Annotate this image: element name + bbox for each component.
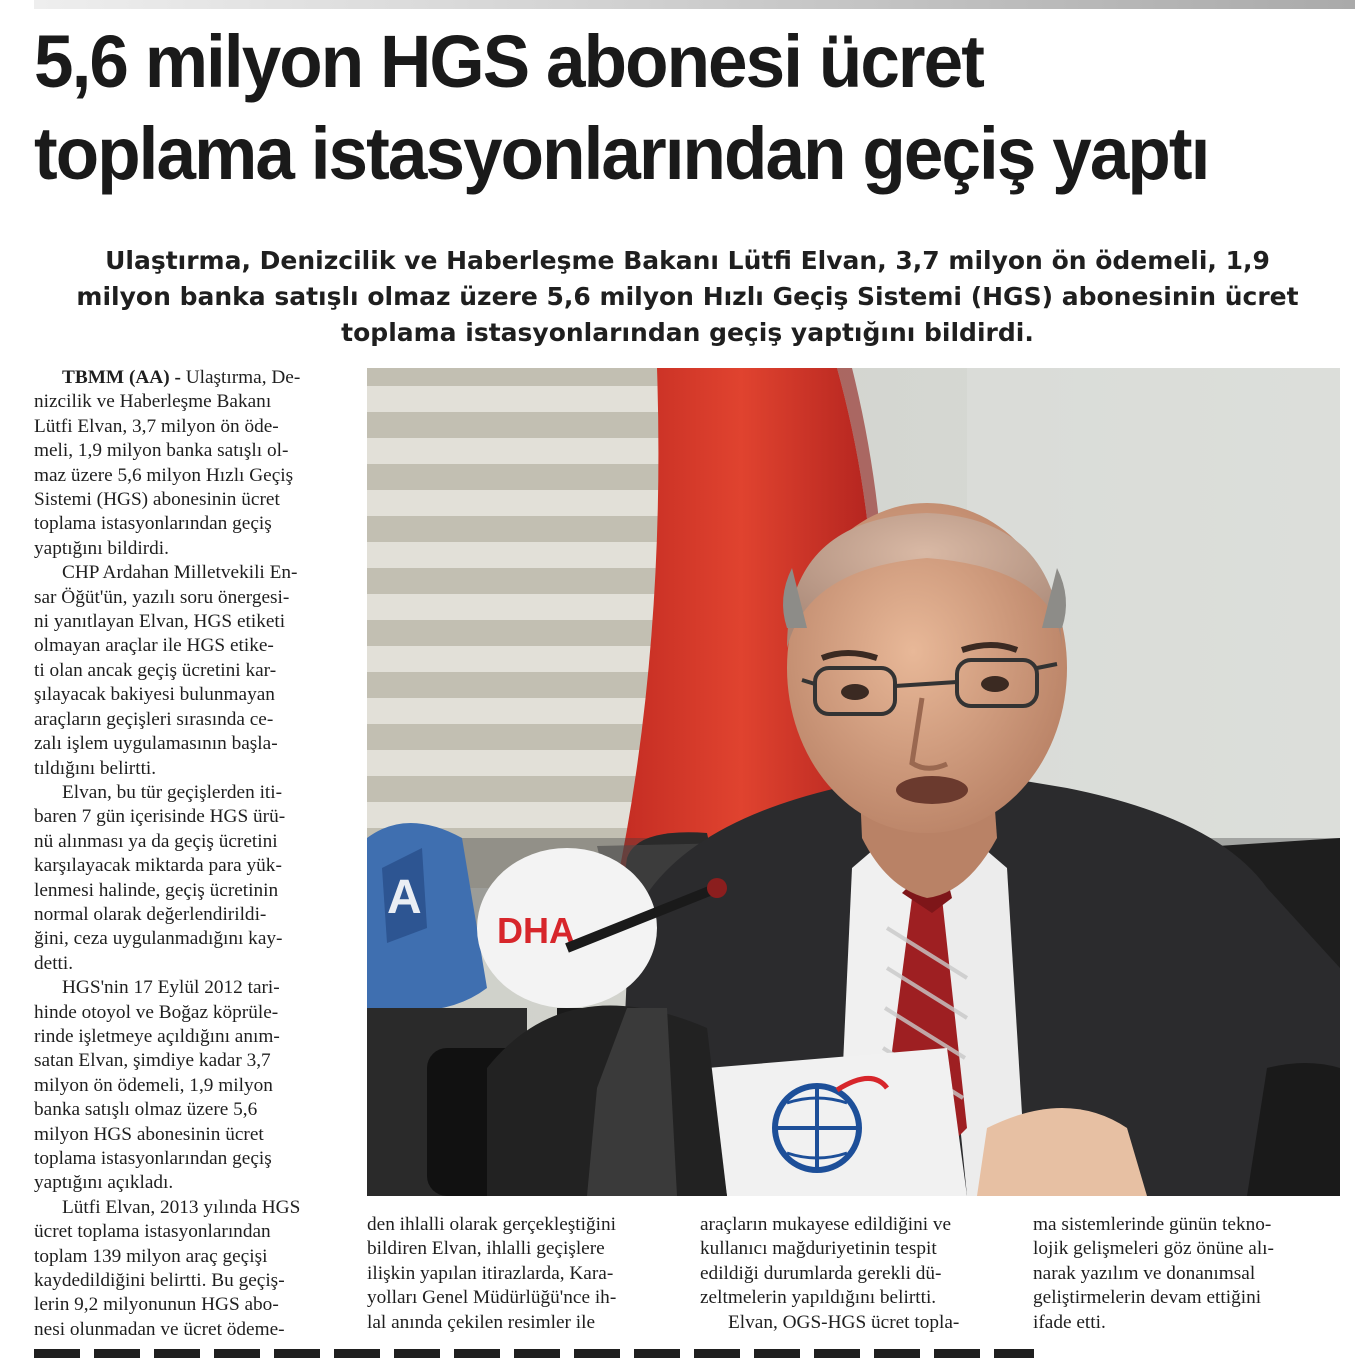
body-line: lal anında çekilen resimler ile [367, 1311, 596, 1333]
body-line: ma sistemlerinde günün tekno- [1033, 1214, 1272, 1235]
body-line: araçların geçişleri sırasında ce- [34, 708, 274, 730]
body-line: tıldığını belirtti. [34, 757, 157, 779]
body-line: meli, 1,9 milyon banka satışlı ol- [34, 440, 289, 462]
body-line: milyon ön ödemeli, 1,9 milyon [34, 1074, 273, 1096]
body-line: toplama istasyonlarından geçiş [34, 1148, 272, 1169]
body-line: satan Elvan, şimdiye kadar 3,7 [34, 1050, 271, 1072]
body-line: Elvan, OGS-HGS ücret topla- [728, 1311, 960, 1333]
body-line: den ihlalli olarak gerçekleştiğini [367, 1214, 616, 1235]
body-line: toplama istasyonlarından geçiş [34, 513, 272, 535]
body-line: ücret toplama istasyonlarından [34, 1221, 271, 1243]
body-line: şılayacak bakiyesi bulunmayan [34, 684, 275, 706]
body-line: ğini, ceza uygulanmadığını kay- [34, 928, 283, 950]
body-column-4 [1033, 1213, 1345, 1335]
body-line: toplam 139 milyon araç geçişi [34, 1245, 268, 1267]
body-line: ifade etti. [1033, 1311, 1106, 1333]
body-line: lenmesi halinde, geçiş ücretinin [34, 879, 279, 901]
body-line: maz üzere 5,6 milyon Hızlı Geçiş [34, 464, 294, 486]
body-line: baren 7 gün içerisinde HGS ürü- [34, 806, 286, 828]
body-line: lerin 9,2 milyonunun HGS abo- [34, 1294, 279, 1316]
body-line: detti. [34, 952, 74, 974]
body-line: sar Öğüt'ün, yazılı soru önergesi- [34, 586, 290, 608]
next-headline-cutoff [34, 1349, 1034, 1358]
top-rule [34, 0, 1355, 9]
body-line: geliştirmelerin devam ettiğini [1033, 1287, 1262, 1309]
headline [34, 16, 1302, 200]
body-line: kullanıcı mağduriyetinin tespit [700, 1238, 937, 1260]
subhead-line-3: toplama istasyonlarından geçiş yaptığını bildirdi. [341, 318, 1034, 347]
body-line: bildiren Elvan, ihlalli geçişlere [367, 1238, 605, 1260]
body-line: olmayan araçlar ile HGS etike- [34, 635, 274, 657]
body-line: nü alınması ya da geçiş ücretini [34, 830, 278, 852]
subhead-line-1: Ulaştırma, Denizcilik ve Haberleşme Bakanı Lütfi Elvan, 3,7 milyon ön ödemeli, 1,9 [105, 246, 1270, 275]
body-column-3 [700, 1213, 1012, 1335]
body-line: Elvan, bu tür geçişlerden iti- [62, 781, 283, 803]
dateline: TBMM (AA) - [62, 367, 181, 388]
body-line: normal olarak değerlendirildi- [34, 903, 267, 925]
body-line: araçların mukayese edildiğini ve [700, 1214, 952, 1235]
body-first-line [34, 366, 334, 390]
body-column-2 [367, 1213, 679, 1335]
body-line: karşılayacak miktarda para yük- [34, 855, 282, 877]
subhead-line-2: milyon banka satışlı olmaz üzere 5,6 milyon Hızlı Geçiş Sistemi (HGS) abonesinin ücret [76, 282, 1299, 311]
body-line: Lütfi Elvan, 2013 yılında HGS [62, 1196, 301, 1218]
body-line: nizcilik ve Haberleşme Bakanı [34, 391, 272, 413]
news-photo-illustration [367, 368, 1340, 1196]
body-line: Lütfi Elvan, 3,7 milyon ön öde- [34, 415, 279, 437]
body-line: rinde işletmeye açıldığını anım- [34, 1025, 280, 1047]
body-line: lojik gelişmeleri göz önüne alı- [1033, 1238, 1274, 1260]
body-line: zalı işlem uygulamasının başla- [34, 733, 278, 755]
body-line: ti olan ancak geçiş ücretini kar- [34, 659, 277, 681]
body-line: hinde otoyol ve Boğaz köprüle- [34, 1001, 279, 1023]
body-line: narak yazılım ve donanımsal [1033, 1262, 1256, 1284]
headline-line-1: 5,6 milyon HGS abonesi ücret [34, 20, 983, 103]
headline-line-2: toplama istasyonlarından geçiş yaptı [34, 112, 1209, 195]
body-column-1 [34, 366, 334, 1342]
news-photo [367, 368, 1340, 1196]
body-line: yolları Genel Müdürlüğü'nce ih- [367, 1287, 617, 1309]
body-line: kaydedildiğini belirtti. Bu geçiş- [34, 1270, 285, 1292]
body-line: Sistemi (HGS) abonesinin ücret [34, 489, 280, 511]
body-line: yaptığını açıkladı. [34, 1172, 174, 1194]
subheadline [20, 243, 1355, 351]
body-line: edildiği durumlarda gerekli dü- [700, 1262, 942, 1284]
mic-logo-dha: DHA [497, 910, 575, 951]
body-line: yaptığını bildirdi. [34, 537, 169, 559]
first-line-text: Ulaştırma, De- [180, 367, 301, 388]
body-line: HGS'nin 17 Eylül 2012 tari- [62, 977, 280, 999]
svg-text:A: A [387, 871, 422, 924]
body-line: milyon HGS abonesinin ücret [34, 1123, 264, 1145]
body-line: ilişkin yapılan itirazlarda, Kara- [367, 1262, 614, 1284]
body-line: nesi olunmadan ve ücret ödeme- [34, 1318, 285, 1340]
body-line: CHP Ardahan Milletvekili En- [62, 562, 298, 584]
body-line: ni yanıtlayan Elvan, HGS etiketi [34, 611, 286, 633]
body-line: zeltmelerin yapıldığını belirtti. [700, 1287, 937, 1309]
body-line: banka satışlı olmaz üzere 5,6 [34, 1099, 258, 1121]
